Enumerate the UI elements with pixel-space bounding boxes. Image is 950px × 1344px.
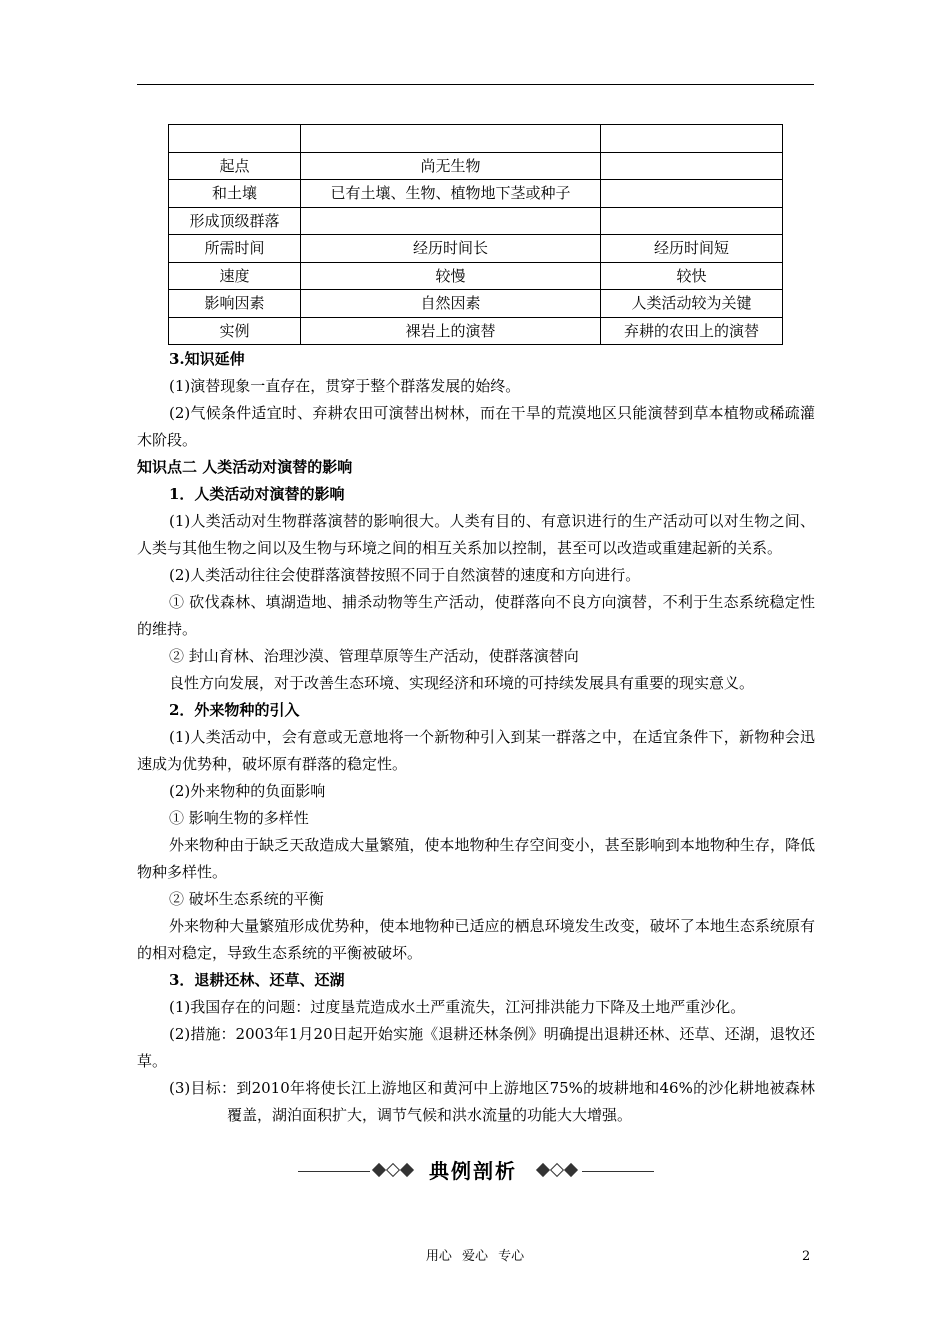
diamond-ornament-icon	[386, 1163, 400, 1177]
table-cell: 人类活动较为关键	[601, 290, 783, 318]
table-cell	[601, 152, 783, 180]
table-cell: 实例	[169, 317, 301, 345]
section-heading: 3.知识延伸	[169, 350, 245, 368]
table-cell: 经历时间短	[601, 235, 783, 263]
section-heading: 1．人类活动对演替的影响	[169, 485, 345, 503]
table-cell: 尚无生物	[301, 152, 601, 180]
table-row	[169, 125, 783, 153]
table-cell	[601, 180, 783, 208]
paragraph: (3)目标：到2010年将使长江上游地区和黄河中上游地区75%的坡耕地和46%的沙化耕地被森林覆盖，湖泊面积扩大，调节气候和洪水流量的功能大大增强。	[169, 1079, 815, 1124]
page-number: 2	[802, 1249, 811, 1264]
paragraph: (2)气候条件适宜时、弃耕农田可演替出树林，而在干旱的荒漠地区只能演替到草本植物或稀疏灌木阶段。	[137, 404, 815, 449]
table-cell: 较慢	[301, 262, 601, 290]
table-cell	[301, 125, 601, 153]
table-cell: 影响因素	[169, 290, 301, 318]
paragraph: ① 砍伐森林、填湖造地、捕杀动物等生产活动，使群落向不良方向演替，不利于生态系统稳定性的维持。	[137, 593, 815, 638]
paragraph: (1)人类活动中，会有意或无意地将一个新物种引入到某一群落之中，在适宜条件下，新物种会迅速成为优势种，破坏原有群落的稳定性。	[137, 728, 815, 773]
table-row	[169, 317, 783, 345]
section-banner	[298, 1156, 654, 1188]
table-row	[169, 207, 783, 235]
table-cell: 经历时间长	[301, 235, 601, 263]
diamond-ornament-icon	[550, 1163, 564, 1177]
paragraph: (2)措施：2003年1月20日起开始实施《退耕还林条例》明确提出退耕还林、还草、还湖，退牧还草。	[137, 1025, 815, 1070]
knowledge-point-heading: 知识点二 人类活动对演替的影响	[137, 458, 353, 476]
table-cell	[301, 207, 601, 235]
paragraph: ② 封山育林、治理沙漠、管理草原等生产活动，使群落演替向	[169, 647, 579, 665]
table-cell: 形成顶级群落	[169, 207, 301, 235]
table-cell	[169, 125, 301, 153]
table-cell	[601, 125, 783, 153]
table-row	[169, 235, 783, 263]
paragraph: 外来物种由于缺乏天敌造成大量繁殖，使本地物种生存空间变小，甚至影响到本地物种生存，降低物种多样性。	[137, 836, 815, 881]
table-cell: 较快	[601, 262, 783, 290]
table-cell: 弃耕的农田上的演替	[601, 317, 783, 345]
table-cell: 速度	[169, 262, 301, 290]
table-cell	[601, 207, 783, 235]
document-body	[137, 346, 815, 1129]
paragraph: (1)演替现象一直存在，贯穿于整个群落发展的始终。	[169, 377, 521, 395]
diamond-ornament-icon	[372, 1163, 386, 1177]
diamond-ornament-icon	[536, 1163, 550, 1177]
table-row	[169, 152, 783, 180]
paragraph: ① 影响生物的多样性	[169, 809, 309, 827]
table-row	[169, 262, 783, 290]
diamond-ornament-icon	[564, 1163, 578, 1177]
banner-rule-left	[298, 1171, 370, 1172]
banner-rule-right	[582, 1171, 654, 1172]
table-cell: 和土壤	[169, 180, 301, 208]
paragraph: 外来物种大量繁殖形成优势种，使本地物种已适应的栖息环境发生改变，破坏了本地生态系统原有的相对稳定，导致生态系统的平衡被破坏。	[137, 917, 815, 962]
table-cell: 起点	[169, 152, 301, 180]
succession-comparison-table	[168, 124, 783, 345]
table-cell: 所需时间	[169, 235, 301, 263]
paragraph: (2)人类活动往往会使群落演替按照不同于自然演替的速度和方向进行。	[169, 566, 641, 584]
paragraph: 良性方向发展，对于改善生态环境、实现经济和环境的可持续发展具有重要的现实意义。	[169, 674, 755, 692]
table-row	[169, 290, 783, 318]
banner-title: 典例剖析	[429, 1159, 517, 1183]
diamond-ornament-icon	[400, 1163, 414, 1177]
section-heading: 2．外来物种的引入	[169, 701, 300, 719]
paragraph: (2)外来物种的负面影响	[169, 782, 326, 800]
table-cell: 已有土壤、生物、植物地下茎或种子	[301, 180, 601, 208]
table-cell: 自然因素	[301, 290, 601, 318]
paragraph: (1)人类活动对生物群落演替的影响很大。人类有目的、有意识进行的生产活动可以对生物之间、人类与其他生物之间以及生物与环境之间的相互关系加以控制，甚至可以改造或重建起新的关系。	[137, 512, 815, 557]
table-row	[169, 180, 783, 208]
header-rule	[137, 84, 814, 85]
footer-slogan: 用心 爱心 专心	[425, 1249, 525, 1264]
paragraph: (1)我国存在的问题：过度垦荒造成水土严重流失，江河排洪能力下降及土地严重沙化。	[169, 998, 746, 1016]
table-cell: 裸岩上的演替	[301, 317, 601, 345]
section-heading: 3．退耕还林、还草、还湖	[169, 971, 345, 989]
paragraph: ② 破坏生态系统的平衡	[169, 890, 324, 908]
